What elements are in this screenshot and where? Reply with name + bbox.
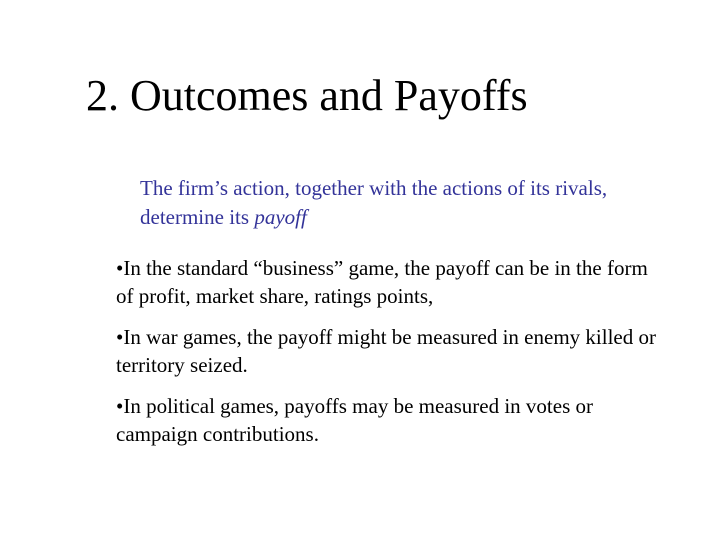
- bullet-list: [116, 254, 656, 461]
- intro-paragraph: [140, 174, 660, 232]
- bullet-war: •In war games, the payoff might be measured in enemy killed or territory seized.: [116, 325, 656, 377]
- slide-title: 2. Outcomes and Payoffs: [86, 71, 528, 120]
- bullet-business: •In the standard “business” game, the payoff can be in the form of profit, market share, ratings points,: [116, 256, 648, 308]
- intro-text: The firm’s action, together with the actions of its rivals, determine its: [140, 176, 608, 229]
- bullet-political: •In political games, payoffs may be measured in votes or campaign contributions.: [116, 394, 594, 446]
- intro-emphasis: payoff: [254, 205, 307, 229]
